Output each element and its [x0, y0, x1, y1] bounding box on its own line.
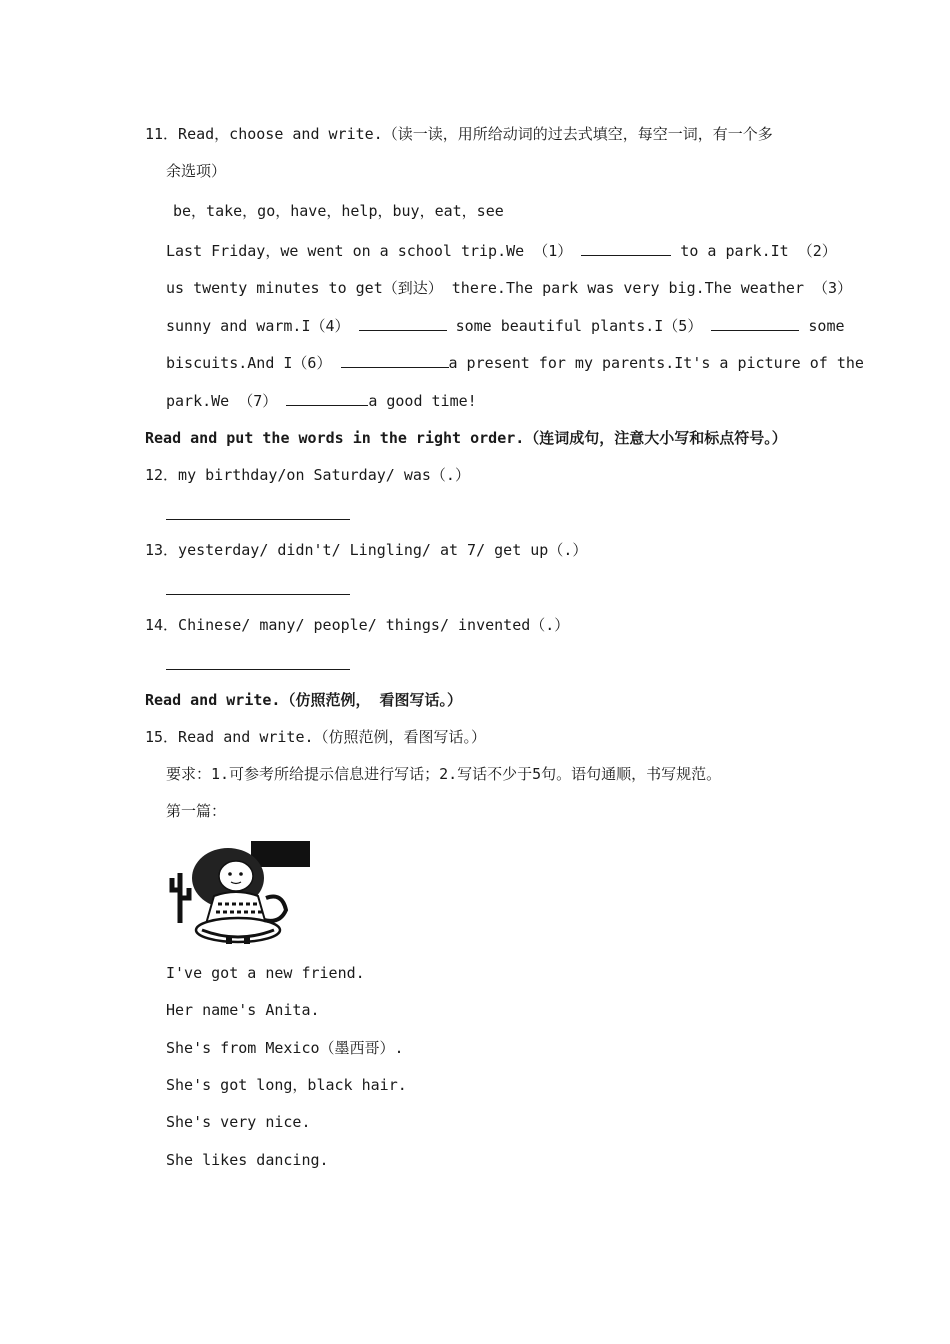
- q14-answer-line[interactable]: [166, 669, 350, 670]
- q11-text: some beautiful plants.I（5）: [455, 317, 703, 335]
- q12-prompt: 12．my birthday/on Saturday/ was（.）: [145, 466, 470, 484]
- girl-illustration: [166, 838, 312, 946]
- example-sentence-1: I've got a new friend.: [166, 964, 365, 982]
- q15-part-label: 第一篇：: [166, 802, 227, 820]
- q15-title: 15．Read and write.（仿照范例，看图写话。）: [145, 728, 487, 746]
- q12-answer-line[interactable]: [166, 519, 350, 520]
- example-sentence-5: She's very nice.: [166, 1113, 311, 1131]
- q11-passage-line-2: us twenty minutes to get（到达） there.The park was very big.The weather （3）: [166, 279, 853, 297]
- q11-text: some: [808, 317, 845, 335]
- q15-requirement: 要求：1.可参考所给提示信息进行写话；2.写话不少于5句。语句通顺，书写规范。: [166, 765, 722, 783]
- example-sentence-3: She's from Mexico（墨西哥）.: [166, 1039, 404, 1057]
- section-heading-word-order: Read and put the words in the right order.（连词成句，注意大小写和标点符号。）: [145, 429, 787, 447]
- q11-title-cont: 余选项）: [166, 162, 227, 180]
- q11-text: biscuits.And I（6）: [166, 354, 332, 372]
- section-heading-read-write: Read and write.（仿照范例， 看图写话。）: [145, 691, 462, 709]
- q11-word-options: be，take，go，have，help，buy，eat，see: [173, 202, 504, 220]
- q11-text: sunny and warm.I（4）: [166, 317, 350, 335]
- blank-5[interactable]: [711, 316, 799, 331]
- q13-answer-line[interactable]: [166, 594, 350, 595]
- q11-passage-line-5: [166, 391, 477, 411]
- q13-prompt: 13．yesterday/ didn't/ Lingling/ at 7/ get up（.）: [145, 541, 588, 559]
- q14-prompt: 14．Chinese/ many/ people/ things/ invented（.）: [145, 616, 570, 634]
- q11-text: park.We （7）: [166, 392, 278, 410]
- example-sentence-6: She likes dancing.: [166, 1151, 329, 1169]
- example-sentence-2: Her name's Anita.: [166, 1001, 320, 1019]
- q11-passage-line-4: [166, 353, 864, 373]
- q11-text: to a park.It （2）: [680, 242, 837, 260]
- q11-text: a present for my parents.It's a picture of the: [448, 354, 864, 372]
- q11-text: Last Friday，we went on a school trip.We （1）: [166, 242, 573, 260]
- blank-1[interactable]: [581, 241, 671, 256]
- q11-passage-line-3: [166, 316, 845, 336]
- example-sentence-4: She's got long，black hair.: [166, 1076, 407, 1094]
- blank-7[interactable]: [286, 391, 368, 406]
- blank-6[interactable]: [341, 353, 449, 368]
- q11-text: a good time!: [368, 392, 477, 410]
- q11-title: 11．Read，choose and write.（读一读，用所给动词的过去式填空，每空一词，有一个多: [145, 125, 773, 143]
- q11-passage-line-1: [166, 241, 837, 261]
- blank-4[interactable]: [359, 316, 447, 331]
